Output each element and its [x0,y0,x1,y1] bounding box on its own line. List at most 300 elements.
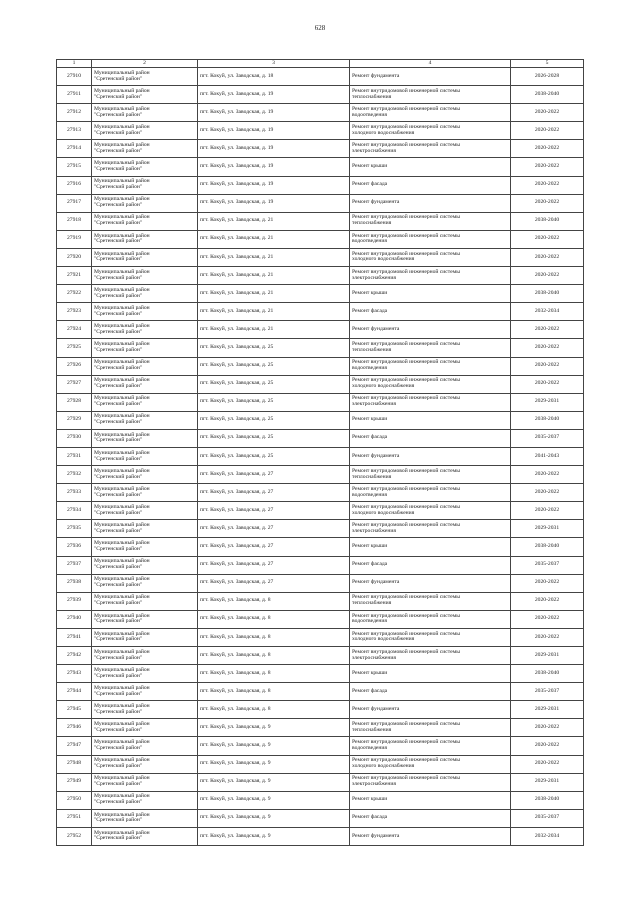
work-type-line-1: Ремонт фасада [352,434,388,441]
work-type-line-1: Ремонт фасада [352,561,388,568]
address-cell: пгт. Кокуй, ул. Заводская, д. 25 [198,447,350,465]
address-cell: пгт. Кокуй, ул. Заводская, д. 27 [198,466,350,484]
municipality-line-1: Муниципальный район [94,341,150,348]
municipality-line-1: Муниципальный район [94,449,150,456]
municipality-line-2: "Сретенский район" [94,491,143,498]
period-cell: 2020-2022 [511,158,584,176]
municipality-line-2: "Сретенский район" [94,672,143,679]
period-cell: 2035-2037 [511,556,584,574]
period-cell: 2038-2040 [511,665,584,683]
municipality-line-2: "Сретенский район" [94,401,143,408]
work-type-line-1: Ремонт внутридомовой инженерной системы [352,377,460,384]
address-cell: пгт. Кокуй, ул. Заводская, д. 27 [198,538,350,556]
work-type-line-2: электроснабжения [352,274,396,281]
municipality-line-1: Муниципальный район [94,594,150,601]
work-type-line-2: водоотведения [352,618,387,625]
work-type-cell [350,737,511,755]
address-cell: пгт. Кокуй, ул. Заводская, д. 9 [198,737,350,755]
row-number: 27950 [57,791,92,809]
municipality-line-2: "Сретенский район" [94,690,143,697]
municipality-line-2: "Сретенский район" [94,745,143,752]
work-type-line-1: Ремонт внутридомовой инженерной системы [352,721,460,728]
municipality-line-2: "Сретенский район" [94,726,143,733]
address-cell: пгт. Кокуй, ул. Заводская, д. 9 [198,809,350,827]
address-cell: пгт. Кокуй, ул. Заводская, д. 8 [198,647,350,665]
work-type-cell [350,755,511,773]
column-header-2: 2 [92,60,198,68]
municipality-line-1: Муниципальный район [94,829,150,836]
municipality-line-1: Муниципальный район [94,268,150,275]
period-cell: 2020-2022 [511,267,584,285]
period-cell: 2020-2022 [511,719,584,737]
table-row [57,429,584,447]
work-type-line-1: Ремонт внутридомовой инженерной системы [352,87,460,94]
work-type-line-1: Ремонт внутридомовой инженерной системы [352,232,460,239]
work-type-cell [350,719,511,737]
table-row [57,610,584,628]
municipality-line-2: "Сретенский район" [94,111,143,118]
address-cell: пгт. Кокуй, ул. Заводская, д. 21 [198,321,350,339]
column-header-5: 5 [511,60,584,68]
address-cell: пгт. Кокуй, ул. Заводская, д. 8 [198,592,350,610]
municipality-line-1: Муниципальный район [94,286,150,293]
work-type-line-1: Ремонт внутридомовой инженерной системы [352,775,460,782]
table-row [57,140,584,158]
municipality-line-1: Муниципальный район [94,69,150,76]
table-row [57,556,584,574]
period-cell: 2020-2022 [511,502,584,520]
municipality-cell [92,86,198,104]
municipality-cell [92,212,198,230]
municipality-line-2: "Сретенский район" [94,274,143,281]
address-cell: пгт. Кокуй, ул. Заводская, д. 25 [198,339,350,357]
period-cell: 2020-2022 [511,194,584,212]
municipality-line-1: Муниципальный район [94,142,150,149]
municipality-line-2: "Сретенский район" [94,835,143,842]
row-number: 27923 [57,303,92,321]
work-type-cell [350,447,511,465]
municipality-line-1: Муниципальный район [94,503,150,510]
work-type-cell [350,339,511,357]
municipality-cell [92,628,198,646]
work-type-cell [350,574,511,592]
work-type-cell [350,647,511,665]
table-row [57,647,584,665]
row-number: 27918 [57,212,92,230]
address-cell: пгт. Кокуй, ул. Заводская, д. 8 [198,683,350,701]
work-type-line-2: электроснабжения [352,401,396,408]
address-cell: пгт. Кокуй, ул. Заводская, д. 8 [198,665,350,683]
municipality-cell [92,809,198,827]
municipality-line-1: Муниципальный район [94,757,150,764]
municipality-line-1: Муниципальный район [94,540,150,547]
work-type-cell [350,610,511,628]
work-type-line-2: холодного водоснабжения [352,129,415,136]
table-row [57,592,584,610]
municipality-line-2: "Сретенский район" [94,238,143,245]
period-cell: 2038-2040 [511,411,584,429]
repair-schedule-table [56,59,584,846]
work-type-line-2: холодного водоснабжения [352,383,415,390]
row-number: 27949 [57,773,92,791]
row-number: 27924 [57,321,92,339]
table-row [57,303,584,321]
address-cell: пгт. Кокуй, ул. Заводская, д. 25 [198,429,350,447]
row-number: 27912 [57,104,92,122]
address-cell: пгт. Кокуй, ул. Заводская, д. 9 [198,827,350,845]
address-cell: пгт. Кокуй, ул. Заводская, д. 8 [198,701,350,719]
row-number: 27920 [57,248,92,266]
address-cell: пгт. Кокуй, ул. Заводская, д. 8 [198,610,350,628]
work-type-line-2: водоотведения [352,745,387,752]
address-cell: пгт. Кокуй, ул. Заводская, д. 19 [198,104,350,122]
municipality-line-1: Муниципальный район [94,196,150,203]
row-number: 27928 [57,393,92,411]
municipality-line-1: Муниципальный район [94,648,150,655]
municipality-cell [92,339,198,357]
work-type-line-1: Ремонт фасада [352,181,388,188]
table-row [57,158,584,176]
municipality-cell [92,411,198,429]
row-number: 27916 [57,176,92,194]
work-type-line-1: Ремонт внутридомовой инженерной системы [352,105,460,112]
municipality-line-2: "Сретенский район" [94,473,143,480]
period-cell: 2020-2022 [511,321,584,339]
row-number: 27913 [57,122,92,140]
work-type-line-1: Ремонт фундамента [352,72,400,79]
work-type-line-1: Ремонт внутридомовой инженерной системы [352,739,460,746]
municipality-line-1: Муниципальный район [94,160,150,167]
municipality-line-2: "Сретенский район" [94,147,143,154]
municipality-line-1: Муниципальный район [94,485,150,492]
address-cell: пгт. Кокуй, ул. Заводская, д. 21 [198,230,350,248]
work-type-line-2: теплоснабжения [352,220,392,227]
municipality-cell [92,827,198,845]
municipality-line-1: Муниципальный район [94,105,150,112]
work-type-cell [350,429,511,447]
work-type-line-1: Ремонт внутридомовой инженерной системы [352,359,460,366]
work-type-line-1: Ремонт крыши [352,796,388,803]
municipality-cell [92,502,198,520]
municipality-line-2: "Сретенский район" [94,527,143,534]
municipality-cell [92,194,198,212]
municipality-line-1: Муниципальный район [94,250,150,257]
work-type-line-1: Ремонт внутридомовой инженерной системы [352,250,460,257]
address-cell: пгт. Кокуй, ул. Заводская, д. 25 [198,357,350,375]
work-type-cell [350,827,511,845]
address-cell: пгт. Кокуй, ул. Заводская, д. 8 [198,628,350,646]
municipality-cell [92,791,198,809]
table-row [57,86,584,104]
table-row [57,466,584,484]
work-type-line-1: Ремонт внутридомовой инженерной системы [352,467,460,474]
municipality-line-1: Муниципальный район [94,178,150,185]
work-type-cell [350,592,511,610]
municipality-line-1: Муниципальный район [94,702,150,709]
municipality-line-2: "Сретенский район" [94,129,143,136]
table-row [57,411,584,429]
table-row [57,791,584,809]
table-row [57,104,584,122]
work-type-line-2: электроснабжения [352,527,396,534]
work-type-line-1: Ремонт фундамента [352,705,400,712]
work-type-cell [350,158,511,176]
work-type-cell [350,411,511,429]
address-cell: пгт. Кокуй, ул. Заводская, д. 9 [198,719,350,737]
municipality-line-2: "Сретенский район" [94,383,143,390]
work-type-line-1: Ремонт внутридомовой инженерной системы [352,757,460,764]
address-cell: пгт. Кокуй, ул. Заводская, д. 9 [198,791,350,809]
column-header-4: 4 [350,60,511,68]
table-row [57,502,584,520]
municipality-cell [92,321,198,339]
address-cell: пгт. Кокуй, ул. Заводская, д. 19 [198,194,350,212]
work-type-line-1: Ремонт внутридомовой инженерной системы [352,630,460,637]
period-cell: 2020-2022 [511,574,584,592]
work-type-line-1: Ремонт внутридомовой инженерной системы [352,395,460,402]
period-cell: 2038-2040 [511,538,584,556]
row-number: 27945 [57,701,92,719]
row-number: 27914 [57,140,92,158]
work-type-cell [350,140,511,158]
page-number: 628 [314,24,326,32]
address-cell: пгт. Кокуй, ул. Заводская, д. 19 [198,122,350,140]
address-cell: пгт. Кокуй, ул. Заводская, д. 27 [198,520,350,538]
period-cell: 2038-2040 [511,86,584,104]
period-cell: 2026-2028 [511,68,584,86]
table-row [57,212,584,230]
table-row [57,737,584,755]
municipality-cell [92,773,198,791]
municipality-cell [92,122,198,140]
municipality-line-2: "Сретенский район" [94,166,143,173]
municipality-line-2: "Сретенский район" [94,256,143,263]
municipality-cell [92,303,198,321]
period-cell: 2020-2022 [511,140,584,158]
table-row [57,683,584,701]
work-type-cell [350,176,511,194]
row-number: 27937 [57,556,92,574]
table-row [57,719,584,737]
work-type-cell [350,628,511,646]
table-header [57,60,584,68]
work-type-line-1: Ремонт фундамента [352,452,400,459]
municipality-line-1: Муниципальный район [94,522,150,529]
municipality-cell [92,104,198,122]
municipality-line-1: Муниципальный район [94,666,150,673]
municipality-line-1: Муниципальный район [94,558,150,565]
period-cell: 2020-2022 [511,592,584,610]
period-cell: 2029-2031 [511,701,584,719]
row-number: 27921 [57,267,92,285]
municipality-line-2: "Сретенский район" [94,346,143,353]
address-cell: пгт. Кокуй, ул. Заводская, д. 21 [198,212,350,230]
municipality-line-2: "Сретенский район" [94,328,143,335]
row-number: 27910 [57,68,92,86]
row-number: 27935 [57,520,92,538]
table-row [57,827,584,845]
municipality-line-1: Муниципальный район [94,630,150,637]
period-cell: 2038-2040 [511,791,584,809]
work-type-cell [350,375,511,393]
work-type-cell [350,393,511,411]
address-cell: пгт. Кокуй, ул. Заводская, д. 19 [198,86,350,104]
municipality-cell [92,429,198,447]
municipality-line-1: Муниципальный район [94,377,150,384]
municipality-line-2: "Сретенский район" [94,365,143,372]
work-type-line-1: Ремонт внутридомовой инженерной системы [352,522,460,529]
municipality-line-1: Муниципальный район [94,467,150,474]
work-type-cell [350,683,511,701]
column-header-3: 3 [198,60,350,68]
municipality-line-2: "Сретенский район" [94,292,143,299]
work-type-line-1: Ремонт внутридомовой инженерной системы [352,341,460,348]
municipality-line-1: Муниципальный район [94,721,150,728]
municipality-line-2: "Сретенский район" [94,310,143,317]
work-type-cell [350,230,511,248]
work-type-line-1: Ремонт внутридомовой инженерной системы [352,142,460,149]
column-header-1: 1 [57,60,92,68]
address-cell: пгт. Кокуй, ул. Заводская, д. 9 [198,755,350,773]
work-type-line-1: Ремонт крыши [352,669,388,676]
work-type-cell [350,248,511,266]
municipality-cell [92,520,198,538]
municipality-line-2: "Сретенский район" [94,781,143,788]
period-cell: 2020-2022 [511,755,584,773]
row-number: 27938 [57,574,92,592]
work-type-cell [350,665,511,683]
row-number: 27932 [57,466,92,484]
table-row [57,701,584,719]
work-type-cell [350,285,511,303]
table-row [57,773,584,791]
work-type-line-2: теплоснабжения [352,726,392,733]
table-row [57,248,584,266]
municipality-cell [92,68,198,86]
municipality-cell [92,375,198,393]
municipality-line-1: Муниципальный район [94,413,150,420]
work-type-line-1: Ремонт внутридомовой инженерной системы [352,503,460,510]
work-type-line-2: водоотведения [352,238,387,245]
work-type-line-2: водоотведения [352,491,387,498]
address-cell: пгт. Кокуй, ул. Заводская, д. 21 [198,248,350,266]
work-type-line-2: теплоснабжения [352,346,392,353]
municipality-line-2: "Сретенский район" [94,582,143,589]
address-cell: пгт. Кокуй, ул. Заводская, д. 19 [198,158,350,176]
row-number: 27952 [57,827,92,845]
work-type-cell [350,212,511,230]
work-type-cell [350,104,511,122]
work-type-line-2: электроснабжения [352,147,396,154]
table-row [57,375,584,393]
address-cell: пгт. Кокуй, ул. Заводская, д. 27 [198,484,350,502]
work-type-cell [350,267,511,285]
municipality-line-1: Муниципальный район [94,395,150,402]
municipality-cell [92,556,198,574]
period-cell: 2038-2040 [511,285,584,303]
municipality-cell [92,267,198,285]
table-row [57,665,584,683]
municipality-cell [92,285,198,303]
municipality-line-1: Муниципальный район [94,793,150,800]
work-type-line-1: Ремонт внутридомовой инженерной системы [352,648,460,655]
work-type-line-1: Ремонт внутридомовой инженерной системы [352,612,460,619]
row-number: 27934 [57,502,92,520]
municipality-line-1: Муниципальный район [94,214,150,221]
work-type-line-1: Ремонт крыши [352,543,388,550]
table-row [57,538,584,556]
municipality-cell [92,719,198,737]
municipality-cell [92,466,198,484]
table-row [57,484,584,502]
municipality-line-2: "Сретенский район" [94,654,143,661]
row-number: 27941 [57,628,92,646]
period-cell: 2029-2031 [511,520,584,538]
row-number: 27927 [57,375,92,393]
table-row [57,285,584,303]
municipality-line-2: "Сретенский район" [94,799,143,806]
municipality-line-1: Муниципальный район [94,811,150,818]
row-number: 27931 [57,447,92,465]
table-row [57,809,584,827]
municipality-cell [92,647,198,665]
period-cell: 2020-2022 [511,230,584,248]
work-type-line-1: Ремонт внутридомовой инженерной системы [352,594,460,601]
work-type-cell [350,357,511,375]
municipality-line-1: Муниципальный район [94,359,150,366]
address-cell: пгт. Кокуй, ул. Заводская, д. 9 [198,773,350,791]
municipality-line-1: Муниципальный район [94,123,150,130]
work-type-line-1: Ремонт фундамента [352,579,400,586]
row-number: 27929 [57,411,92,429]
work-type-cell [350,68,511,86]
work-type-line-2: холодного водоснабжения [352,256,415,263]
table-row [57,267,584,285]
work-type-cell [350,194,511,212]
municipality-cell [92,737,198,755]
municipality-line-2: "Сретенский район" [94,93,143,100]
period-cell: 2020-2022 [511,610,584,628]
work-type-cell [350,556,511,574]
work-type-cell [350,303,511,321]
work-type-line-2: теплоснабжения [352,93,392,100]
address-cell: пгт. Кокуй, ул. Заводская, д. 18 [198,68,350,86]
municipality-line-2: "Сретенский район" [94,202,143,209]
work-type-line-1: Ремонт крыши [352,163,388,170]
table-row [57,755,584,773]
row-number: 27944 [57,683,92,701]
municipality-line-2: "Сретенский район" [94,437,143,444]
row-number: 27951 [57,809,92,827]
municipality-line-1: Муниципальный район [94,304,150,311]
work-type-line-1: Ремонт фундамента [352,325,400,332]
work-type-cell [350,538,511,556]
work-type-line-2: электроснабжения [352,654,396,661]
municipality-line-2: "Сретенский район" [94,220,143,227]
municipality-line-2: "Сретенский район" [94,75,143,82]
work-type-line-1: Ремонт фасада [352,814,388,821]
municipality-line-2: "Сретенский район" [94,419,143,426]
period-cell: 2029-2031 [511,393,584,411]
work-type-line-2: теплоснабжения [352,600,392,607]
period-cell: 2020-2022 [511,176,584,194]
municipality-cell [92,538,198,556]
work-type-line-1: Ремонт фундамента [352,832,400,839]
work-type-cell [350,484,511,502]
work-type-cell [350,791,511,809]
period-cell: 2020-2022 [511,357,584,375]
address-cell: пгт. Кокуй, ул. Заводская, д. 21 [198,267,350,285]
